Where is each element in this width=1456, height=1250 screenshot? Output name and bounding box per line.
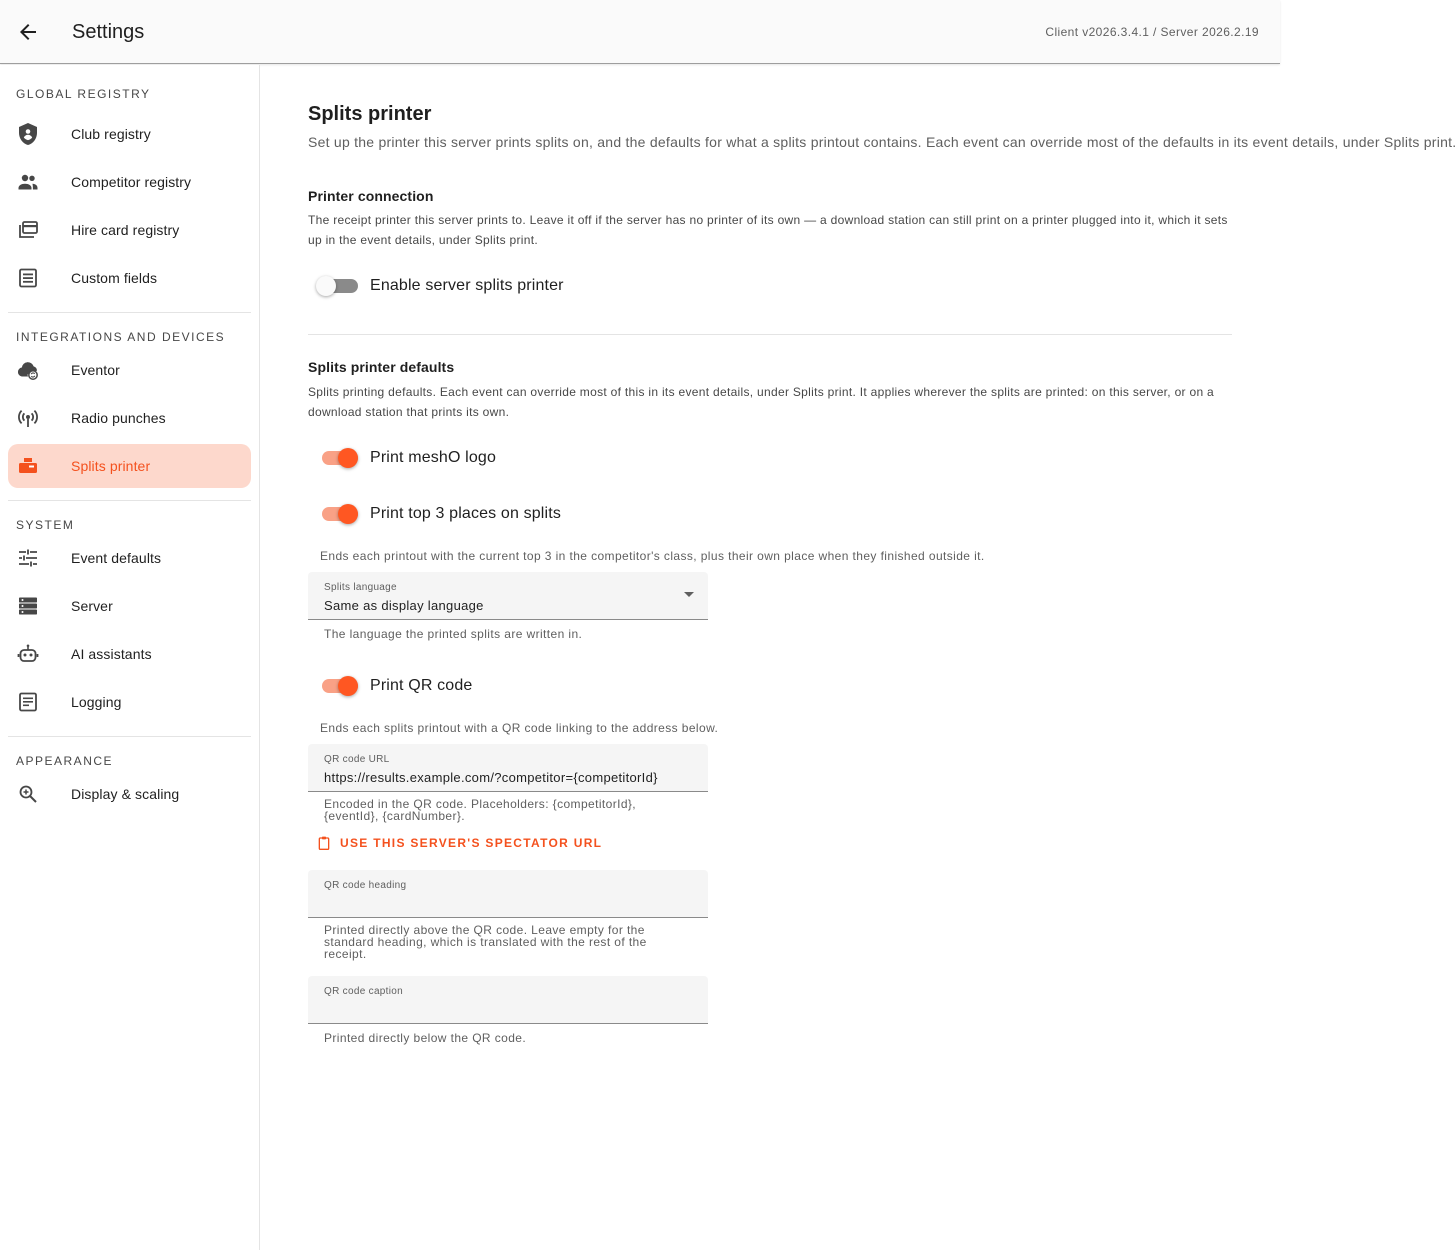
qr-helper-text: Ends each splits printout with a QR code linking to the address below. xyxy=(320,721,719,735)
splits-language-select[interactable] xyxy=(308,572,708,620)
sidebar-divider xyxy=(8,736,251,737)
switch-control[interactable] xyxy=(316,674,356,698)
cloud-sync-icon xyxy=(16,358,40,382)
version-info: Client v2026.3.4.1 / Server 2026.2.19 xyxy=(1045,25,1259,39)
arrow-left-icon xyxy=(16,20,40,44)
switch-control[interactable] xyxy=(316,502,356,526)
sidebar-item-label: AI assistants xyxy=(71,646,152,662)
field-label: QR code heading xyxy=(324,880,407,891)
qr-url-helper: Encoded in the QR code. Placeholders: {competitorId}, {eventId}, {cardNumber}. xyxy=(324,797,637,823)
sidebar-item-label: Logging xyxy=(71,694,122,710)
sidebar-item-event-defaults[interactable] xyxy=(8,536,251,580)
sidebar-item-logging[interactable] xyxy=(8,680,251,724)
settings-sidebar xyxy=(0,65,260,1250)
sidebar-item-label: Eventor xyxy=(71,362,120,378)
sidebar-item-club-registry[interactable] xyxy=(8,112,251,156)
qr-caption-field[interactable] xyxy=(308,976,708,1024)
radio-tower-icon xyxy=(16,406,40,430)
form-icon xyxy=(16,266,40,290)
sidebar-divider xyxy=(8,312,251,313)
printer-connection-description: The receipt printer this server prints to. Leave it off if the server has no printer of its own — a download station can still print on a printer plugged into it, which it sets up in the event details, under Splits print. xyxy=(308,213,1228,247)
qr-url-field[interactable] xyxy=(308,744,708,792)
qr-heading-field[interactable] xyxy=(308,870,708,918)
sidebar-item-label: Custom fields xyxy=(71,270,158,286)
switch-label: Print QR code xyxy=(370,677,473,694)
section-divider xyxy=(308,334,1232,335)
field-label: QR code URL xyxy=(324,754,390,765)
people-icon xyxy=(16,170,40,194)
field-value: Same as display language xyxy=(324,598,484,613)
clipboard-icon xyxy=(316,835,332,851)
print-top3-switch[interactable] xyxy=(316,498,561,530)
print-logo-switch[interactable] xyxy=(316,442,496,474)
qr-caption-helper: Printed directly below the QR code. xyxy=(324,1031,527,1045)
qr-url-input[interactable]: https://results.example.com/?competitor={competitorId} xyxy=(324,770,658,785)
sidebar-item-label: Server xyxy=(71,598,113,614)
printer-defaults-description: Splits printing defaults. Each event can override most of this in its event details, under Splits print. It applies wherever the splits are printed: on this server, or on a download station that prints its own. xyxy=(308,385,1215,419)
zoom-icon xyxy=(16,782,40,806)
qr-heading-helper: Printed directly above the QR code. Leave empty for the standard heading, which is translated with the rest of the receipt. xyxy=(324,923,647,961)
use-spectator-url-button[interactable] xyxy=(316,831,602,855)
switch-label: Enable server splits printer xyxy=(370,277,564,294)
log-icon xyxy=(16,690,40,714)
sidebar-item-label: Splits printer xyxy=(71,458,151,474)
printer-connection-title: Printer connection xyxy=(308,188,434,204)
sidebar-item-label: Hire card registry xyxy=(71,222,180,238)
sliders-icon xyxy=(16,546,40,570)
server-icon xyxy=(16,594,40,618)
sidebar-item-eventor[interactable] xyxy=(8,348,251,392)
top3-helper-text: Ends each printout with the current top 3 in the competitor's class, plus their own place when they finished outside it. xyxy=(320,549,985,563)
sidebar-item-splits-printer[interactable] xyxy=(8,444,251,488)
sidebar-item-label: Event defaults xyxy=(71,550,162,566)
switch-control[interactable] xyxy=(316,446,356,470)
sidebar-item-label: Club registry xyxy=(71,126,151,142)
button-label: USE THIS SERVER'S SPECTATOR URL xyxy=(340,836,603,850)
section-header-system: SYSTEM xyxy=(16,518,75,532)
sidebar-item-label: Display & scaling xyxy=(71,786,180,802)
robot-icon xyxy=(16,642,40,666)
sidebar-item-display-scaling[interactable] xyxy=(8,772,251,816)
field-label: QR code caption xyxy=(324,986,403,997)
enable-server-printer-switch[interactable] xyxy=(316,270,564,302)
settings-content xyxy=(260,65,1456,1250)
section-header-integrations: INTEGRATIONS AND DEVICES xyxy=(16,330,226,344)
switch-label: Print top 3 places on splits xyxy=(370,505,561,522)
section-description: Set up the printer this server prints splits on, and the defaults for what a splits printout contains. Each event can override most of the defaults in its event details, under Splits print. xyxy=(308,134,1456,150)
shield-icon xyxy=(16,122,40,146)
cards-icon xyxy=(16,218,40,242)
print-qr-switch[interactable] xyxy=(316,670,472,702)
section-header-global-registry: GLOBAL REGISTRY xyxy=(16,87,151,101)
sidebar-divider xyxy=(8,500,251,501)
sidebar-item-competitor-registry[interactable] xyxy=(8,160,251,204)
sidebar-item-ai-assistants[interactable] xyxy=(8,632,251,676)
section-title: Splits printer xyxy=(308,103,432,125)
printer-defaults-title: Splits printer defaults xyxy=(308,359,455,375)
dropdown-arrow-icon xyxy=(684,592,694,597)
app-bar xyxy=(0,0,1280,64)
switch-label: Print meshO logo xyxy=(370,449,497,466)
sidebar-item-label: Competitor registry xyxy=(71,174,192,190)
section-header-appearance: APPEARANCE xyxy=(16,754,114,768)
sidebar-item-server[interactable] xyxy=(8,584,251,628)
switch-control[interactable] xyxy=(316,274,356,298)
printer-icon xyxy=(16,454,40,478)
sidebar-item-hire-card-registry[interactable] xyxy=(8,208,251,252)
sidebar-item-radio-punches[interactable] xyxy=(8,396,251,440)
page-title: Settings xyxy=(72,21,145,43)
back-button[interactable] xyxy=(8,12,48,52)
sidebar-item-custom-fields[interactable] xyxy=(8,256,251,300)
splits-language-helper: The language the printed splits are written in. xyxy=(324,627,583,641)
sidebar-item-label: Radio punches xyxy=(71,410,166,426)
field-label: Splits language xyxy=(324,582,397,593)
